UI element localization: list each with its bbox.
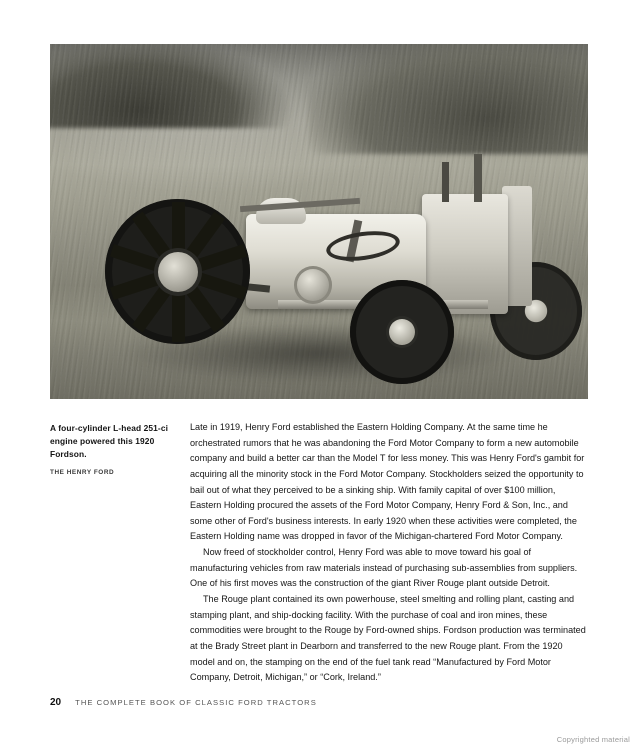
front-wheel — [350, 280, 454, 384]
photo-background — [50, 44, 588, 399]
running-head: THE COMPLETE BOOK OF CLASSIC FORD TRACTORS — [75, 698, 317, 707]
fordson-tractor — [50, 44, 588, 399]
paragraph-1: Late in 1919, Henry Ford established the Eastern Holding Company. At the same time he orchestrated rumors that he was abandoning the Ford Motor Company to form a new automobile company and build a better car than the Model T for less money. This was Henry Ford's gambit for acquiring all the minority stock in the Ford Motor Company. Stockholders seized the opportunity to bail out of what they perceived to be a sinking ship. With family capital of over $100 million, Eastern Holding procured the assets of the Ford Motor Company, Henry Ford & Son, Inc., and some other of Ford's business interests. In early 1920 when these activities were completed, the Eastern Holding name was dropped in favor of the Michigan-chartered Ford Motor Company. — [190, 422, 585, 542]
wheel-hub — [158, 252, 198, 292]
tractor-photograph — [50, 44, 588, 399]
wheel-hub — [389, 319, 415, 345]
belt-pulley — [294, 266, 332, 304]
body-text-column — [190, 420, 588, 686]
copyright-watermark: Copyrighted material — [556, 735, 630, 744]
air-intake-stack — [474, 154, 482, 202]
paragraph-3: The Rouge plant contained its own powerhouse, steel smelting and rolling plant, casting and stamping plant, and ship-docking facility. With the purchase of coal and iron mines, these commodities were brought to the Rouge by Ford-owned ships. Fordson production was terminated at the Brady Street plant in Dearborn and transferred to the new Rouge plant. From the 1920 model and on, the stamping on the end of the fuel tank read “Manufactured by Ford Motor Company, Detroit, Michigan,” or “Cork, Ireland.” — [190, 594, 586, 683]
paragraph-2: Now freed of stockholder control, Henry Ford was able to move toward his goal of manufacturing vehicles from raw materials instead of purchasing sub-assemblies from suppliers. One of his first moves was the construction of the giant River Rouge plant outside Detroit. — [190, 547, 578, 589]
rear-wheel-near — [105, 199, 250, 344]
photo-caption: A four-cylinder L-head 251-ci engine powered this 1920 Fordson. — [50, 423, 169, 460]
photo-credit: THE HENRY FORD — [50, 469, 115, 477]
page-number: 20 — [50, 697, 62, 708]
page-footer — [50, 697, 317, 708]
exhaust-pipe — [442, 162, 449, 202]
photo-caption-block — [50, 422, 170, 476]
